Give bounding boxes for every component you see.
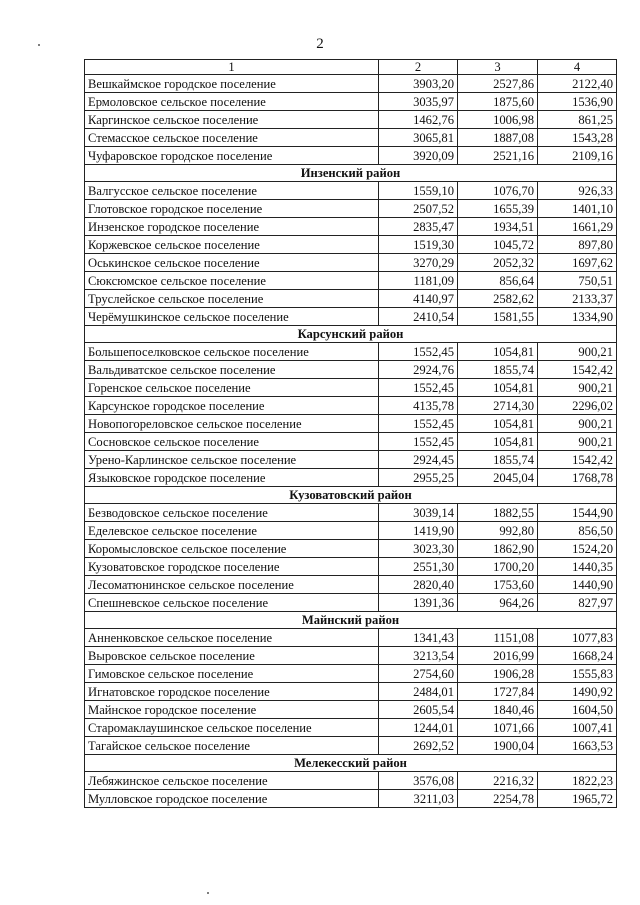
value-col-3: 1655,39: [458, 200, 538, 218]
table-row: [85, 290, 617, 308]
value-col-2: 1244,01: [379, 719, 458, 737]
table-row: [85, 451, 617, 469]
value-col-3: 2254,78: [458, 790, 538, 808]
table-row: [85, 343, 617, 361]
district-heading: Инзенский район: [85, 165, 617, 182]
value-col-2: 1462,76: [379, 111, 458, 129]
table-row: [85, 361, 617, 379]
settlement-name: Стемасское сельское поселение: [85, 129, 379, 147]
district-heading: Мелекесский район: [85, 755, 617, 772]
value-col-2: 3023,30: [379, 540, 458, 558]
table-row: [85, 111, 617, 129]
value-col-2: 3035,97: [379, 93, 458, 111]
value-col-3: 1840,46: [458, 701, 538, 719]
value-col-3: 1054,81: [458, 343, 538, 361]
value-col-2: 1391,36: [379, 594, 458, 612]
settlement-name: Кузоватовское городское поселение: [85, 558, 379, 576]
value-col-3: 2714,30: [458, 397, 538, 415]
value-col-2: 2605,54: [379, 701, 458, 719]
page-number: 2: [316, 36, 324, 52]
value-col-2: 2820,40: [379, 576, 458, 594]
value-col-3: 856,64: [458, 272, 538, 290]
settlement-name: Черёмушкинское сельское поселение: [85, 308, 379, 326]
table-row: [85, 665, 617, 683]
value-col-2: 3920,09: [379, 147, 458, 165]
value-col-3: 1875,60: [458, 93, 538, 111]
value-col-3: 964,26: [458, 594, 538, 612]
district-heading-row: [85, 487, 617, 504]
settlement-name: Спешневское сельское поселение: [85, 594, 379, 612]
value-col-3: 1076,70: [458, 182, 538, 200]
table-row: [85, 594, 617, 612]
table-row: [85, 272, 617, 290]
settlement-name: Вешкаймское городское поселение: [85, 75, 379, 93]
value-col-4: 1007,41: [538, 719, 617, 737]
value-col-4: 1542,42: [538, 451, 617, 469]
table-row: [85, 182, 617, 200]
table-row: [85, 254, 617, 272]
table-row: [85, 540, 617, 558]
settlement-name: Тагайское сельское поселение: [85, 737, 379, 755]
value-col-4: 1668,24: [538, 647, 617, 665]
value-col-2: 1419,90: [379, 522, 458, 540]
value-col-4: 2122,40: [538, 75, 617, 93]
table-row: [85, 737, 617, 755]
value-col-3: 1753,60: [458, 576, 538, 594]
value-col-3: 1151,08: [458, 629, 538, 647]
value-col-4: 1544,90: [538, 504, 617, 522]
value-col-4: 1604,50: [538, 701, 617, 719]
value-col-4: 1401,10: [538, 200, 617, 218]
settlement-name: Урено-Карлинское сельское поселение: [85, 451, 379, 469]
value-col-2: 3211,03: [379, 790, 458, 808]
column-number-row: [85, 60, 617, 75]
value-col-4: 1542,42: [538, 361, 617, 379]
value-col-4: 750,51: [538, 272, 617, 290]
value-col-3: 1054,81: [458, 433, 538, 451]
value-col-2: 1552,45: [379, 343, 458, 361]
table-row: [85, 415, 617, 433]
district-heading: Майнский район: [85, 612, 617, 629]
settlement-name: Выровское сельское поселение: [85, 647, 379, 665]
value-col-2: 1559,10: [379, 182, 458, 200]
scan-speck: [38, 44, 40, 46]
value-col-3: 1045,72: [458, 236, 538, 254]
table-row: [85, 397, 617, 415]
settlement-name: Новопогореловское сельское поселение: [85, 415, 379, 433]
value-col-3: 1071,66: [458, 719, 538, 737]
value-col-3: 1700,20: [458, 558, 538, 576]
value-col-2: 1341,43: [379, 629, 458, 647]
value-col-2: 3065,81: [379, 129, 458, 147]
value-col-2: 3039,14: [379, 504, 458, 522]
district-heading: Кузоватовский район: [85, 487, 617, 504]
settlement-name: Гимовское сельское поселение: [85, 665, 379, 683]
value-col-4: 2109,16: [538, 147, 617, 165]
value-col-3: 2216,32: [458, 772, 538, 790]
value-col-2: 2924,76: [379, 361, 458, 379]
value-col-4: 1661,29: [538, 218, 617, 236]
settlement-name: Коромысловское сельское поселение: [85, 540, 379, 558]
settlement-name: Коржевское сельское поселение: [85, 236, 379, 254]
value-col-3: 1054,81: [458, 415, 538, 433]
table-row: [85, 218, 617, 236]
settlement-name: Анненковское сельское поселение: [85, 629, 379, 647]
column-number-3: 3: [458, 60, 538, 75]
value-col-4: 2296,02: [538, 397, 617, 415]
settlement-name: Языковское городское поселение: [85, 469, 379, 487]
value-col-4: 926,33: [538, 182, 617, 200]
value-col-2: 1181,09: [379, 272, 458, 290]
table-row: [85, 629, 617, 647]
value-col-3: 1727,84: [458, 683, 538, 701]
value-col-2: 2551,30: [379, 558, 458, 576]
value-col-3: 992,80: [458, 522, 538, 540]
value-col-4: 1768,78: [538, 469, 617, 487]
settlement-name: Инзенское городское поселение: [85, 218, 379, 236]
settlement-name: Вальдиватское сельское поселение: [85, 361, 379, 379]
table-row: [85, 93, 617, 111]
table-row: [85, 790, 617, 808]
table-row: [85, 236, 617, 254]
value-col-4: 1440,90: [538, 576, 617, 594]
settlement-name: Еделевское сельское поселение: [85, 522, 379, 540]
value-col-4: 1334,90: [538, 308, 617, 326]
value-col-3: 1934,51: [458, 218, 538, 236]
column-number-1: 1: [85, 60, 379, 75]
value-col-2: 2484,01: [379, 683, 458, 701]
table-row: [85, 576, 617, 594]
settlement-name: Ермоловское сельское поселение: [85, 93, 379, 111]
table-row: [85, 433, 617, 451]
table-row: [85, 683, 617, 701]
value-col-3: 2045,04: [458, 469, 538, 487]
value-col-4: 1536,90: [538, 93, 617, 111]
table-row: [85, 522, 617, 540]
value-col-3: 1855,74: [458, 451, 538, 469]
table-row: [85, 379, 617, 397]
value-col-4: 1077,83: [538, 629, 617, 647]
value-col-2: 2507,52: [379, 200, 458, 218]
settlement-name: Оськинское сельское поселение: [85, 254, 379, 272]
value-col-4: 1543,28: [538, 129, 617, 147]
value-col-3: 2521,16: [458, 147, 538, 165]
value-col-4: 900,21: [538, 415, 617, 433]
district-heading-row: [85, 755, 617, 772]
value-col-4: 1524,20: [538, 540, 617, 558]
table-row: [85, 719, 617, 737]
value-col-3: 1862,90: [458, 540, 538, 558]
value-col-4: 900,21: [538, 379, 617, 397]
value-col-3: 1900,04: [458, 737, 538, 755]
value-col-3: 2016,99: [458, 647, 538, 665]
settlement-table: [84, 59, 617, 808]
value-col-4: 2133,37: [538, 290, 617, 308]
settlement-name: Валгусское сельское поселение: [85, 182, 379, 200]
value-col-2: 1552,45: [379, 433, 458, 451]
settlement-name: Сюксюмское сельское поселение: [85, 272, 379, 290]
table-row: [85, 147, 617, 165]
value-col-4: 1697,62: [538, 254, 617, 272]
settlement-name: Старомаклаушинское сельское поселение: [85, 719, 379, 737]
table-row: [85, 772, 617, 790]
value-col-3: 2582,62: [458, 290, 538, 308]
value-col-2: 3903,20: [379, 75, 458, 93]
column-number-2: 2: [379, 60, 458, 75]
table-row: [85, 558, 617, 576]
value-col-3: 1855,74: [458, 361, 538, 379]
value-col-2: 2692,52: [379, 737, 458, 755]
table-row: [85, 129, 617, 147]
value-col-4: 856,50: [538, 522, 617, 540]
value-col-2: 1552,45: [379, 379, 458, 397]
settlement-name: Горенское сельское поселение: [85, 379, 379, 397]
table-row: [85, 469, 617, 487]
value-col-4: 1663,53: [538, 737, 617, 755]
value-col-4: 1440,35: [538, 558, 617, 576]
settlement-name: Каргинское сельское поселение: [85, 111, 379, 129]
district-heading: Карсунский район: [85, 326, 617, 343]
settlement-name: Игнатовское городское поселение: [85, 683, 379, 701]
value-col-2: 4135,78: [379, 397, 458, 415]
value-col-2: 1519,30: [379, 236, 458, 254]
value-col-2: 2835,47: [379, 218, 458, 236]
value-col-2: 2410,54: [379, 308, 458, 326]
settlement-name: Безводовское сельское поселение: [85, 504, 379, 522]
value-col-2: 2754,60: [379, 665, 458, 683]
value-col-3: 2527,86: [458, 75, 538, 93]
table-row: [85, 75, 617, 93]
value-col-4: 861,25: [538, 111, 617, 129]
value-col-3: 1581,55: [458, 308, 538, 326]
value-col-4: 827,97: [538, 594, 617, 612]
value-col-2: 2924,45: [379, 451, 458, 469]
value-col-2: 3213,54: [379, 647, 458, 665]
settlement-name: Большепоселковское сельское поселение: [85, 343, 379, 361]
value-col-2: 2955,25: [379, 469, 458, 487]
value-col-4: 1490,92: [538, 683, 617, 701]
value-col-4: 900,21: [538, 343, 617, 361]
value-col-3: 2052,32: [458, 254, 538, 272]
table-row: [85, 647, 617, 665]
value-col-4: 1822,23: [538, 772, 617, 790]
district-heading-row: [85, 326, 617, 343]
settlement-name: Мулловское городское поселение: [85, 790, 379, 808]
settlement-name: Карсунское городское поселение: [85, 397, 379, 415]
value-col-4: 897,80: [538, 236, 617, 254]
value-col-3: 1887,08: [458, 129, 538, 147]
value-col-2: 3270,29: [379, 254, 458, 272]
column-number-4: 4: [538, 60, 617, 75]
value-col-2: 4140,97: [379, 290, 458, 308]
settlement-name: Глотовское городское поселение: [85, 200, 379, 218]
district-heading-row: [85, 612, 617, 629]
value-col-4: 1555,83: [538, 665, 617, 683]
settlement-name: Сосновское сельское поселение: [85, 433, 379, 451]
value-col-3: 1006,98: [458, 111, 538, 129]
district-heading-row: [85, 165, 617, 182]
value-col-3: 1906,28: [458, 665, 538, 683]
settlement-name: Чуфаровское городское поселение: [85, 147, 379, 165]
table-row: [85, 308, 617, 326]
value-col-4: 1965,72: [538, 790, 617, 808]
table-row: [85, 200, 617, 218]
settlement-name: Труслейское сельское поселение: [85, 290, 379, 308]
table-body: [85, 60, 617, 808]
scan-speck: [207, 892, 209, 894]
settlement-name: Лебяжинское сельское поселение: [85, 772, 379, 790]
settlement-name: Майнское городское поселение: [85, 701, 379, 719]
table-row: [85, 701, 617, 719]
value-col-2: 1552,45: [379, 415, 458, 433]
settlement-name: Лесоматюнинское сельское поселение: [85, 576, 379, 594]
value-col-3: 1054,81: [458, 379, 538, 397]
value-col-4: 900,21: [538, 433, 617, 451]
value-col-2: 3576,08: [379, 772, 458, 790]
table-row: [85, 504, 617, 522]
value-col-3: 1882,55: [458, 504, 538, 522]
